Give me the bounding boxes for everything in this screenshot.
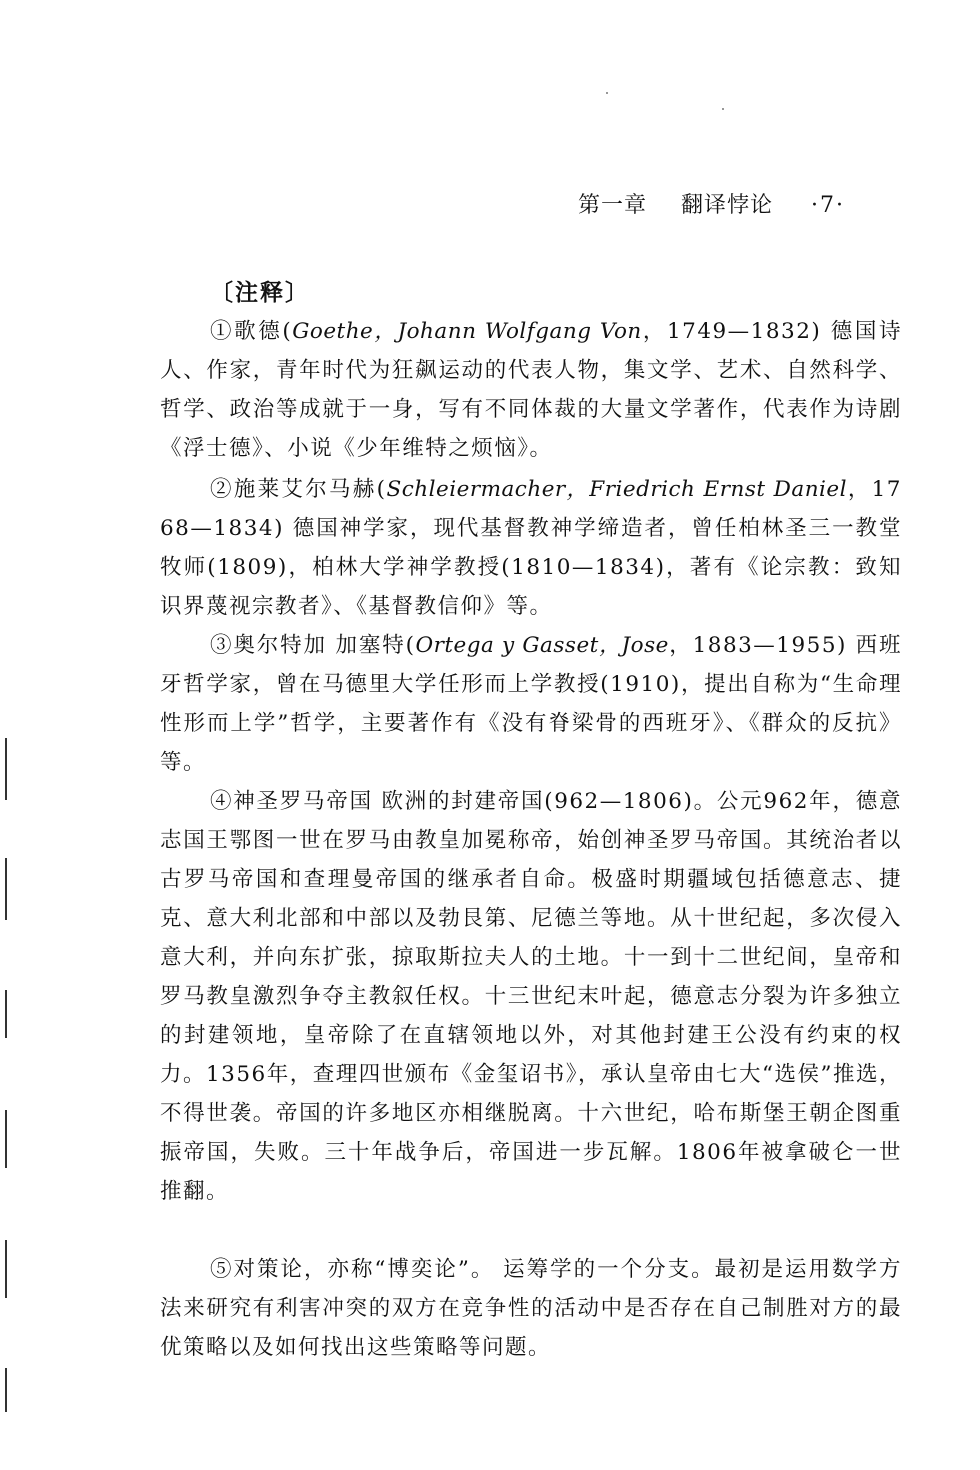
note-marker: ⑤ (210, 1257, 234, 1282)
note-term: 神圣罗马帝国 (233, 789, 373, 814)
scan-speck (722, 108, 724, 110)
note-dates: ，1749—1832) (641, 319, 822, 344)
chapter-title: 翻译悖论 (681, 193, 774, 218)
scan-margin-line (5, 990, 7, 1038)
note-term: 歌德 (234, 319, 283, 344)
note-latin-name: Goethe，Johann Wolfgang Von (292, 319, 642, 344)
note-dates: ，1883—1955) (668, 633, 847, 658)
note-marker: ② (210, 477, 234, 502)
note-body: 德国诗人、作家，青年时代为狂飙运动的代表人物，集文学、艺术、自然科学、哲学、政治等成就于一身，写有不同体裁的大量文学著作，代表作为诗剧《浮士德》、小说《少年维特之烦恼》。 (160, 319, 902, 461)
scan-margin-line (5, 1368, 7, 1412)
note-body: 欧洲的封建帝国(962—1806)。公元962年，德意志国王鄂图一世在罗马由教皇加冕称帝，始创神圣罗马帝国。其统治者以古罗马帝国和查理曼帝国的继承者自命。极盛时期疆域包括德意志、捷克、意大利北部和中部以及勃艮第、尼德兰等地。从十世纪起，多次侵入意大利，并向东扩张，掠取斯拉夫人的土地。十一到十二世纪间，皇帝和罗马教皇激烈争夺主教叙任权。十三世纪末叶起，德意志分裂为许多独立的封建领地，皇帝除了在直辖领地以外，对其他封建王公没有约束的权力。1356年，查理四世颁布《金玺诏书》，承认皇帝由七大“选侯”推选，不得世袭。帝国的许多地区亦相继脱离。十六世纪，哈布斯堡王朝企图重振帝国，失败。三十年战争后，帝国进一步瓦解。1806年被拿破仑一世推翻。 (160, 789, 902, 1204)
scan-margin-line (5, 858, 7, 920)
note-body: 运筹学的一个分支。最初是运用数学方法来研究有利害冲突的双方在竞争性的活动中是否存在自己制胜对方的最优策略以及如何找出这些策略等问题。 (160, 1257, 903, 1360)
note-body: 德国神学家，现代基督教神学缔造者，曾任柏林圣三一教堂牧师(1809)，柏林大学神学教授(1810—1834)，著有《论宗教：致知识界蔑视宗教者》、《基督教信仰》等。 (160, 516, 902, 619)
page-number: ·7· (811, 193, 846, 218)
note-body: 西班牙哲学家，曾在马德里大学任形而上学教授(1910)，提出自称为“生命理性形而上学”哲学，主要著作有《没有脊梁骨的西班牙》、《群众的反抗》等。 (160, 633, 902, 775)
note-term: 施莱艾尔马赫 (233, 477, 377, 502)
scan-margin-line (5, 1240, 7, 1298)
note-latin-name: Ortega y Gasset，Jose (415, 633, 669, 658)
note-marker: ④ (210, 789, 234, 814)
note-schleiermacher: ②施莱艾尔马赫(Schleiermacher，Friedrich Ernst Daniel，1768—1834) 德国神学家，现代基督教神学缔造者，曾任柏林圣三一教堂牧师(1809)，柏林大学神学教授(1810—1834)，著有《论宗教：致知识界蔑视宗教者》、《基督教信仰》等。 (160, 477, 902, 619)
note-ortega: ③奥尔特加 加塞特(Ortega y Gasset，Jose，1883—1955) 西班牙哲学家，曾在马德里大学任形而上学教授(1910)，提出自称为“生命理性形而上学”哲学，主要著作有《没有脊梁骨的西班牙》、《群众的反抗》等。 (160, 633, 902, 775)
scan-margin-line (5, 1110, 7, 1168)
note-marker: ③ (210, 633, 234, 658)
scan-margin-line (5, 738, 7, 800)
note-holy-roman-empire (160, 782, 902, 1211)
note-goethe: ①歌德(Goethe，Johann Wolfgang Von，1749—1832) 德国诗人、作家，青年时代为狂飙运动的代表人物，集文学、艺术、自然科学、哲学、政治等成就于一身，写有不同体裁的大量文学著作，代表作为诗剧《浮士德》、小说《少年维特之烦恼》。 (160, 319, 902, 461)
note-term: 对策论，亦称“博奕论”。 (233, 1257, 495, 1282)
scan-speck (606, 92, 608, 94)
chapter-label: 第一章 (578, 193, 648, 218)
notes-heading: 〔注释〕 (210, 279, 310, 306)
note-marker: ① (210, 319, 235, 344)
note-term: 奥尔特加 加塞特 (233, 633, 406, 658)
running-header (578, 188, 898, 219)
note-latin-name: Schleiermacher，Friedrich Ernst Daniel (386, 477, 848, 502)
note-game-theory (160, 1250, 902, 1367)
note-dates: ，1768—1834) (160, 477, 902, 541)
